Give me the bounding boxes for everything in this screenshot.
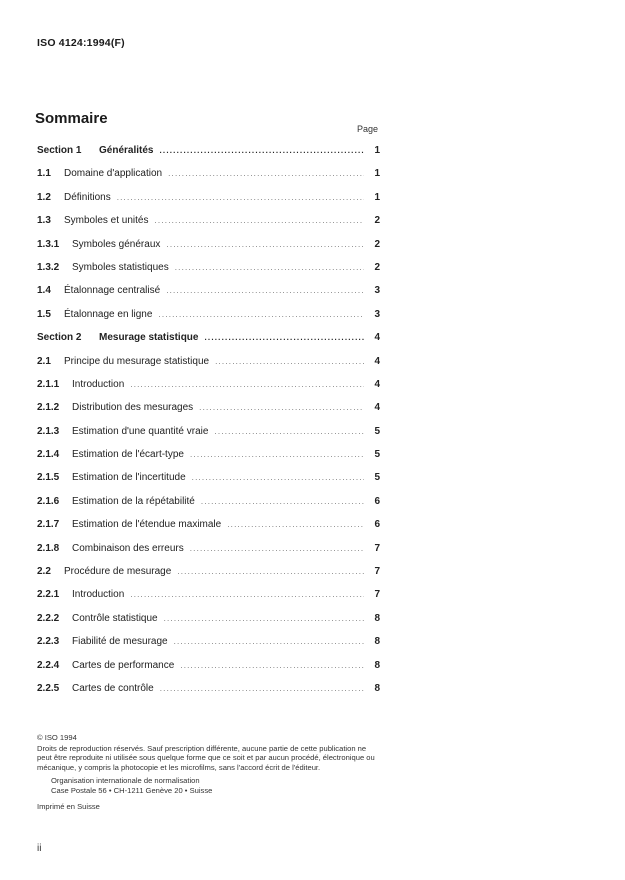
toc-entry-number: 2.1.1 xyxy=(37,378,60,390)
toc-leader-dots xyxy=(159,146,364,155)
toc-entry-label: Distribution des mesurages xyxy=(72,402,194,414)
toc-entry-number: Section 2 xyxy=(37,332,82,344)
toc-entry-page: 1 xyxy=(374,168,380,180)
toc-section-entry xyxy=(37,332,380,355)
toc-entry-page: 4 xyxy=(374,332,380,344)
toc-entry-page: 3 xyxy=(374,285,380,297)
toc-leader-dots xyxy=(199,403,364,412)
organization-name: Organisation internationale de normalisation xyxy=(51,776,200,786)
copyright-line: © ISO 1994 xyxy=(37,733,77,742)
copyright-notice xyxy=(37,733,382,811)
toc-entry-page: 1 xyxy=(374,145,380,156)
toc-entry xyxy=(37,379,380,402)
toc-entry-label: Cartes de contrôle xyxy=(72,682,154,694)
toc-entry-number: 2.1.4 xyxy=(37,449,60,461)
toc-entry-number: 2.2.4 xyxy=(37,659,60,671)
toc-entry-page: 5 xyxy=(374,472,380,484)
toc-entry xyxy=(37,215,380,238)
toc-entry-number: 2.2.3 xyxy=(37,636,60,648)
toc-entry-page: 2 xyxy=(374,238,380,250)
toc-leader-dots xyxy=(166,286,364,295)
document-reference: ISO 4124:1994(F) xyxy=(37,37,125,49)
toc-entry-page: 8 xyxy=(374,612,380,624)
toc-entry-page: 4 xyxy=(374,402,380,414)
toc-entry xyxy=(37,168,380,191)
toc-entry-page: 3 xyxy=(374,308,380,320)
toc-entry-label: Définitions xyxy=(64,191,111,203)
toc-entry xyxy=(37,683,380,706)
toc-entry-page: 8 xyxy=(374,682,380,694)
toc-entry xyxy=(37,543,380,566)
toc-entry-page: 6 xyxy=(374,519,380,531)
table-of-contents xyxy=(37,145,380,706)
toc-entry-number: 1.3.1 xyxy=(37,238,60,250)
toc-entry xyxy=(37,309,380,332)
toc-entry xyxy=(37,613,380,636)
page-folio: ii xyxy=(37,843,42,854)
toc-entry-page: 4 xyxy=(374,355,380,367)
toc-entry-label: Étalonnage en ligne xyxy=(64,308,153,320)
toc-entry-label: Domaine d'application xyxy=(64,168,163,180)
toc-leader-dots xyxy=(214,427,364,436)
toc-leader-dots xyxy=(164,614,364,623)
toc-entry xyxy=(37,239,380,262)
toc-entry xyxy=(37,356,380,379)
toc-leader-dots xyxy=(158,310,364,319)
toc-entry-page: 1 xyxy=(374,191,380,203)
toc-entry-page: 8 xyxy=(374,636,380,648)
toc-entry-number: 2.1.3 xyxy=(37,425,60,437)
toc-entry xyxy=(37,426,380,449)
toc-entry-label: Symboles et unités xyxy=(64,215,149,227)
toc-entry-number: Section 1 xyxy=(37,145,82,156)
toc-entry-number: 2.1.8 xyxy=(37,542,60,554)
toc-entry xyxy=(37,449,380,472)
toc-title: Sommaire xyxy=(35,110,108,127)
toc-entry xyxy=(37,402,380,425)
toc-leader-dots xyxy=(215,357,364,366)
toc-leader-dots xyxy=(180,661,364,670)
toc-leader-dots xyxy=(204,333,364,342)
toc-leader-dots xyxy=(155,216,365,225)
toc-entry-label: Estimation de la répétabilité xyxy=(72,495,195,507)
toc-entry-page: 5 xyxy=(374,449,380,461)
toc-leader-dots xyxy=(168,169,364,178)
toc-entry xyxy=(37,566,380,589)
toc-entry-number: 2.1.5 xyxy=(37,472,60,484)
toc-entry xyxy=(37,472,380,495)
toc-entry xyxy=(37,262,380,285)
toc-entry-label: Estimation de l'étendue maximale xyxy=(72,519,222,531)
toc-entry-number: 1.3 xyxy=(37,215,51,227)
toc-entry-number: 1.1 xyxy=(37,168,51,180)
toc-entry xyxy=(37,660,380,683)
toc-entry-page: 6 xyxy=(374,495,380,507)
toc-entry-number: 2.2 xyxy=(37,566,51,578)
toc-entry-number: 2.1 xyxy=(37,355,51,367)
toc-entry-page: 4 xyxy=(374,378,380,390)
toc-entry-label: Cartes de performance xyxy=(72,659,175,671)
toc-entry-number: 2.2.5 xyxy=(37,682,60,694)
printed-in: Imprimé en Suisse xyxy=(37,801,100,811)
toc-entry-page: 7 xyxy=(374,589,380,601)
toc-entry-number: 2.2.2 xyxy=(37,612,60,624)
toc-leader-dots xyxy=(130,380,364,389)
organization-address: Case Postale 56 • CH-1211 Genève 20 • Suisse xyxy=(51,785,213,795)
toc-entry-page: 7 xyxy=(374,566,380,578)
toc-entry-label: Combinaison des erreurs xyxy=(72,542,184,554)
toc-entry-label: Introduction xyxy=(72,589,125,601)
toc-leader-dots xyxy=(166,240,364,249)
toc-leader-dots xyxy=(175,263,364,272)
toc-leader-dots xyxy=(190,450,364,459)
toc-entry-number: 1.3.2 xyxy=(37,261,60,273)
toc-entry xyxy=(37,496,380,519)
toc-entry-number: 1.2 xyxy=(37,191,51,203)
toc-entry-label: Généralités xyxy=(99,145,154,156)
toc-leader-dots xyxy=(117,193,364,202)
toc-entry-label: Introduction xyxy=(72,378,125,390)
toc-entry-label: Principe du mesurage statistique xyxy=(64,355,210,367)
toc-entry-label: Estimation d'une quantité vraie xyxy=(72,425,209,437)
toc-entry-number: 2.1.2 xyxy=(37,402,60,414)
toc-entry-label: Étalonnage centralisé xyxy=(64,285,161,297)
rights-statement: Droits de reproduction réservés. Sauf prescription différente, aucune partie de cette publication ne peut être reproduite ni utilisée sous quelque forme que ce soit et par aucun procédé, électronique ou mécanique, y compris la photocopie et les microfilms, sans l'accord écrit de l'éditeur. xyxy=(37,743,375,772)
toc-leader-dots xyxy=(174,637,364,646)
toc-leader-dots xyxy=(192,473,364,482)
toc-entry-label: Fiabilité de mesurage xyxy=(72,636,168,648)
toc-entry-label: Estimation de l'écart-type xyxy=(72,449,184,461)
toc-entry-page: 2 xyxy=(374,215,380,227)
toc-entry-page: 7 xyxy=(374,542,380,554)
toc-entry xyxy=(37,285,380,308)
toc-entry-label: Estimation de l'incertitude xyxy=(72,472,186,484)
toc-entry xyxy=(37,192,380,215)
toc-entry-number: 2.1.6 xyxy=(37,495,60,507)
toc-leader-dots xyxy=(160,684,364,693)
toc-section-entry xyxy=(37,145,380,168)
toc-entry-number: 2.2.1 xyxy=(37,589,60,601)
toc-leader-dots xyxy=(227,520,364,529)
toc-entry-number: 1.5 xyxy=(37,308,51,320)
toc-entry-page: 5 xyxy=(374,425,380,437)
toc-entry-page: 8 xyxy=(374,659,380,671)
toc-entry-number: 1.4 xyxy=(37,285,51,297)
toc-leader-dots xyxy=(130,590,364,599)
toc-entry-label: Procédure de mesurage xyxy=(64,566,172,578)
toc-entry xyxy=(37,636,380,659)
toc-entry-page: 2 xyxy=(374,261,380,273)
toc-leader-dots xyxy=(190,544,364,553)
toc-entry-label: Mesurage statistique xyxy=(99,332,199,344)
toc-entry-number: 2.1.7 xyxy=(37,519,60,531)
toc-entry-label: Contrôle statistique xyxy=(72,612,158,624)
toc-entry-label: Symboles statistiques xyxy=(72,261,169,273)
toc-leader-dots xyxy=(201,497,364,506)
toc-entry xyxy=(37,589,380,612)
toc-entry xyxy=(37,519,380,542)
page-column-header: Page xyxy=(357,124,379,134)
toc-leader-dots xyxy=(177,567,364,576)
toc-entry-label: Symboles généraux xyxy=(72,238,161,250)
